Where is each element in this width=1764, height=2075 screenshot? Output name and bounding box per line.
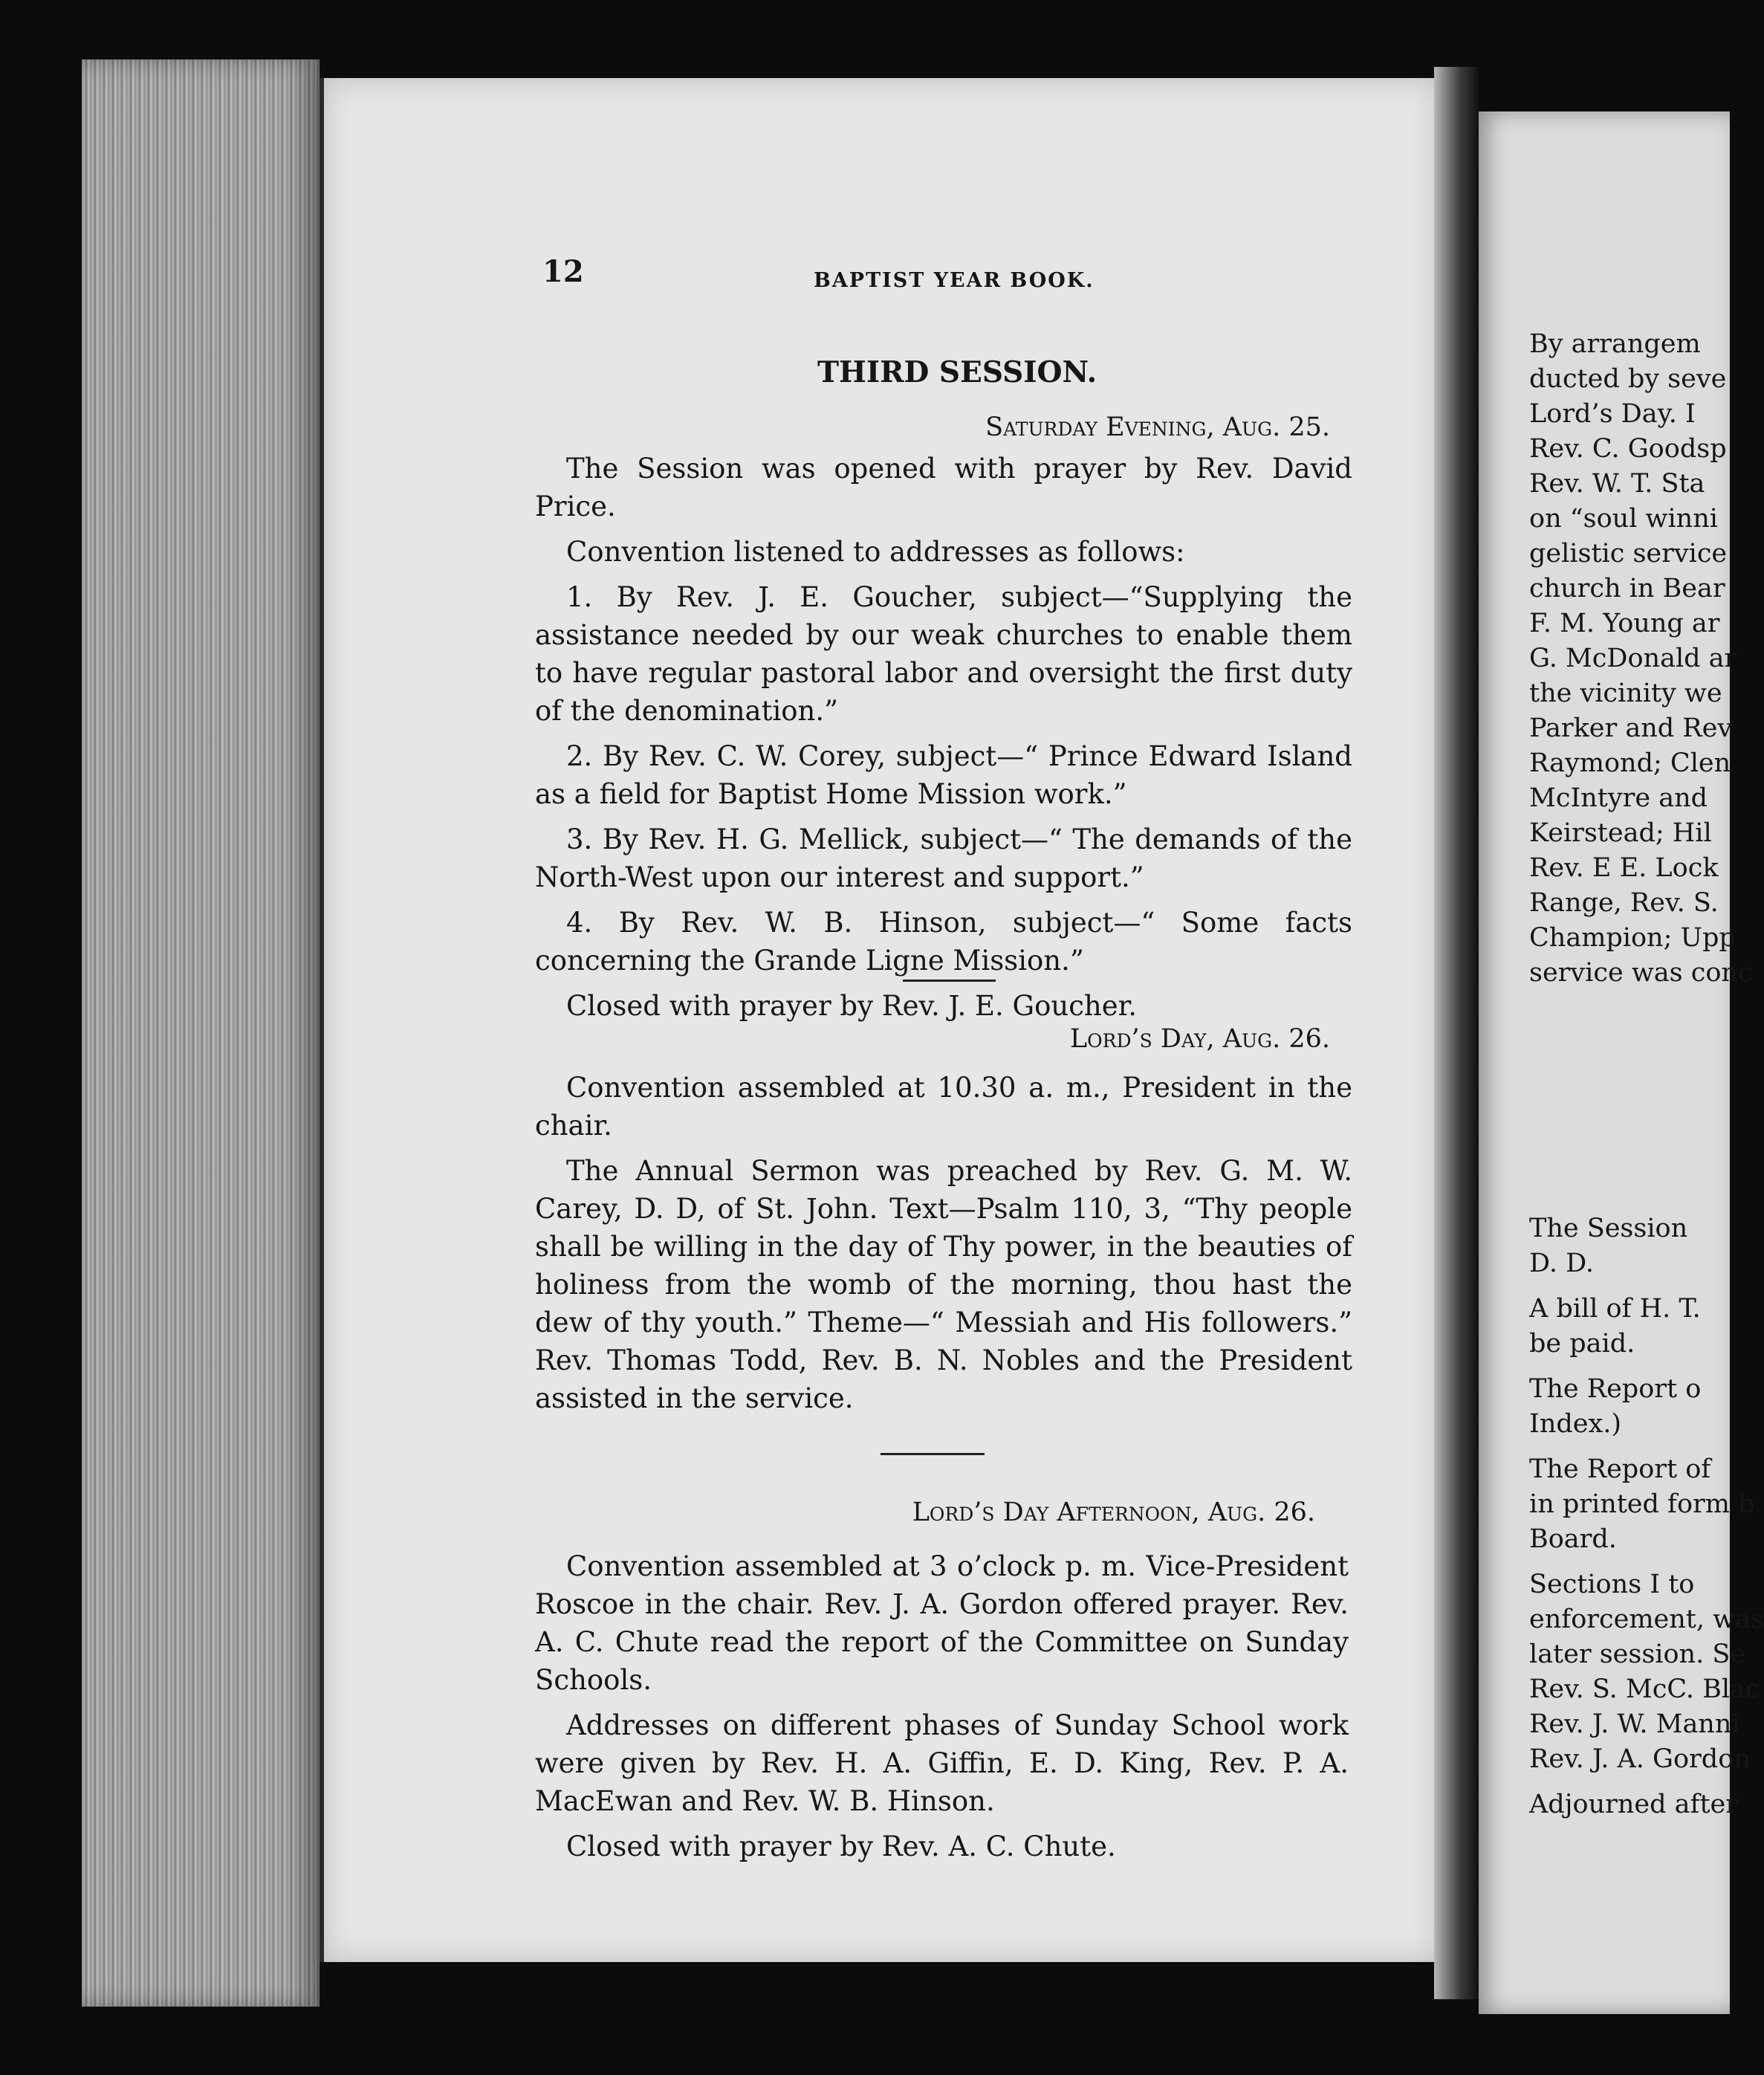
text-line: Rev. J. A. Gordon: [1529, 1744, 1751, 1774]
text-line: gelistic service: [1529, 539, 1728, 569]
paragraph: Convention assembled at 3 o’clock p. m. Vice-President Roscoe in the chair. Rev. J. A. Gordon offered prayer. Rev. A. C. Chute read the report of the Committee on Sunday Schools.: [535, 1550, 1349, 1696]
book-gutter: [1434, 67, 1479, 1999]
text-line: Rev. E E. Lock: [1529, 853, 1719, 883]
running-head: BAPTIST YEAR BOOK.: [814, 269, 1095, 292]
date-heading: Saturday Evening, Aug. 25.: [985, 412, 1330, 442]
book-page-edges: [82, 59, 320, 2007]
text-line: later session. Se: [1529, 1639, 1746, 1669]
text-line: The Report of: [1529, 1454, 1711, 1484]
page-number: 12: [542, 254, 584, 289]
date-heading: Lord’s Day, Aug. 26.: [1069, 1024, 1330, 1054]
paragraph: Closed with prayer by Rev. J. E. Goucher.: [566, 990, 1138, 1022]
text-line: the vicinity we: [1529, 679, 1722, 708]
text-line: The Session: [1529, 1214, 1688, 1243]
text-line: Rev. W. T. Sta: [1529, 469, 1705, 499]
paragraph: 4. By Rev. W. B. Hinson, subject—“ Some facts concerning the Grande Ligne Mission.”: [535, 907, 1352, 977]
text-line: enforcement, was: [1529, 1605, 1764, 1634]
text-line: Lord’s Day. I: [1529, 399, 1696, 429]
text-line: D. D.: [1529, 1249, 1595, 1278]
text-line: F. M. Young ar: [1529, 609, 1720, 638]
text-line: A bill of H. T.: [1529, 1294, 1701, 1324]
text-line: By arrangem: [1529, 329, 1701, 359]
text-line: Sections I to: [1529, 1570, 1695, 1599]
paragraph: Convention listened to addresses as follows:: [566, 536, 1185, 568]
text-line: Parker and Rev: [1529, 713, 1733, 743]
text-line: Keirstead; Hil: [1529, 818, 1712, 848]
text-line: The Report o: [1529, 1374, 1702, 1404]
section-body: [535, 1069, 1352, 1425]
paragraph: Convention assembled at 10.30 a. m., President in the chair.: [535, 1072, 1352, 1142]
text-line: Board.: [1529, 1524, 1617, 1554]
right-page-text-block-2: [1529, 1211, 1764, 1822]
section-body: [535, 1547, 1349, 1873]
text-line: Index.): [1529, 1409, 1622, 1439]
text-line: G. McDonald ar: [1529, 644, 1737, 673]
paragraph: 3. By Rev. H. G. Mellick, subject—“ The demands of the North-West upon our interest and support.”: [535, 823, 1352, 893]
session-title: THIRD SESSION.: [817, 355, 1097, 389]
text-line: Range, Rev. S.: [1529, 888, 1719, 918]
text-line: ducted by seve: [1529, 364, 1727, 394]
paragraph: 1. By Rev. J. E. Goucher, subject—“Supplying the assistance needed by our weak churches to enable them to have regular pastoral labor and oversight the first duty of the denomination.”: [535, 581, 1352, 727]
text-line: Champion; Upp: [1529, 923, 1736, 953]
text-line: service was conc: [1529, 958, 1753, 988]
paragraph: Addresses on different phases of Sunday School work were given by Rev. H. A. Giffin, E. D. King, Rev. P. A. MacEwan and Rev. W. B. Hinson.: [535, 1709, 1349, 1817]
text-line: Rev. C. Goodsp: [1529, 434, 1727, 464]
text-line: in printed form b: [1529, 1489, 1755, 1519]
paragraph: The Session was opened with prayer by Rev. David Price.: [535, 453, 1352, 522]
text-line: be paid.: [1529, 1329, 1635, 1359]
text-line: McIntyre and: [1529, 783, 1708, 813]
text-line: Raymond; Clen: [1529, 748, 1731, 778]
section-divider: [881, 1453, 985, 1455]
text-line: on “soul winni: [1529, 504, 1718, 534]
text-line: Rev. J. W. Manni: [1529, 1709, 1740, 1739]
paragraph: 2. By Rev. C. W. Corey, subject—“ Prince Edward Island as a field for Baptist Home Mission work.”: [535, 740, 1352, 810]
text-line: Rev. S. McC. Blac: [1529, 1674, 1760, 1704]
section-divider: [903, 980, 996, 982]
date-heading: Lord’s Day Afternoon, Aug. 26.: [912, 1498, 1315, 1527]
text-line: church in Bear: [1529, 574, 1725, 603]
paragraph: Closed with prayer by Rev. A. C. Chute.: [566, 1830, 1116, 1862]
text-line: Adjourned after: [1529, 1790, 1738, 1819]
section-body: [535, 450, 1352, 1032]
right-page-text-block-1: [1529, 327, 1753, 991]
paragraph: The Annual Sermon was preached by Rev. G. M. W. Carey, D. D, of St. John. Text—Psalm 110, 3, “Thy people shall be willing in the day of Thy power, in the beauties of holiness from the womb of the morning, thou hast the dew of thy youth.” Theme—“ Messiah and His followers.” Rev. Thomas Todd, Rev. B. N. Nobles and the President assisted in the service.: [535, 1155, 1352, 1414]
